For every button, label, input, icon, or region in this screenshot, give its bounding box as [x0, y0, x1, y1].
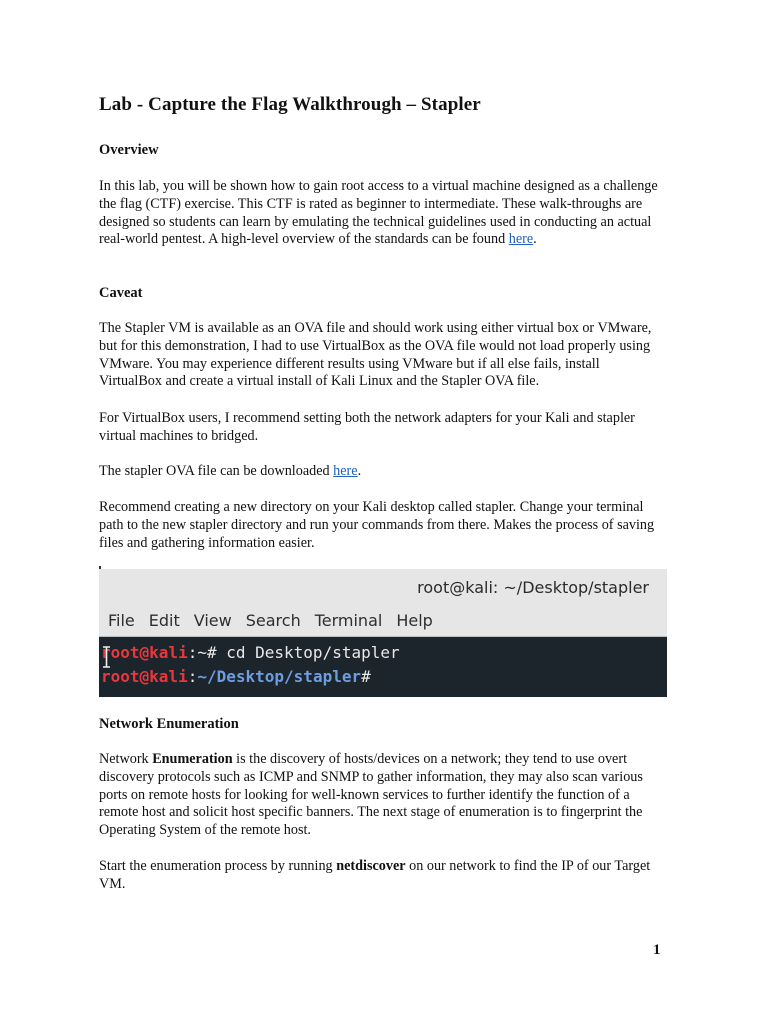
prompt-separator: :~# [187, 643, 227, 662]
terminal-line-1 [99, 641, 667, 665]
network-paragraph-2 [99, 858, 665, 894]
netdiscover-paragraph-post: on our network to find the IP of our Target VM. [99, 858, 651, 892]
text-cursor-icon [102, 646, 111, 668]
enumeration-term: Enumeration [152, 751, 233, 767]
terminal-titlebar [99, 569, 667, 605]
overview-paragraph-text: In this lab, you will be shown how to gain root access to a virtual machine designed as a challenge the flag (CTF) exercise. This CTF is rated as beginner to intermediate. These walk-throughs are designed so students can learn by emulating the technical guidelines used in conducting an actual real-world pentest. A high-level overview of the standards can be found [99, 178, 658, 248]
prompt-path: ~/Desktop/stapler [197, 667, 362, 686]
network-enumeration-heading: Network Enumeration [99, 716, 239, 732]
network-paragraph-pre: Network [99, 751, 153, 767]
standards-overview-link[interactable]: here [508, 231, 534, 248]
menu-view[interactable]: View [193, 611, 232, 630]
download-text: The stapler OVA file can be downloaded [99, 463, 334, 479]
page-number: 1 [653, 942, 661, 958]
ova-download-link[interactable]: here [333, 463, 358, 479]
caveat-paragraph-2: For VirtualBox users, I recommend setting both the network adapters for your Kali and stapler virtual machines to bridged. [99, 410, 635, 444]
terminal-screenshot [99, 569, 667, 697]
prompt-user: root@kali [101, 643, 188, 662]
prompt-separator: : [187, 667, 198, 686]
overview-paragraph [99, 178, 665, 249]
prompt-symbol: # [361, 667, 371, 686]
menu-file[interactable]: File [108, 611, 135, 630]
menu-edit[interactable]: Edit [148, 611, 180, 630]
menu-search[interactable]: Search [245, 611, 301, 630]
netdiscover-paragraph-pre: Start the enumeration process by running [99, 858, 337, 874]
network-paragraph-1 [99, 751, 665, 840]
caveat-paragraph-3 [99, 463, 665, 481]
caveat-paragraph-1: The Stapler VM is available as an OVA file and should work using either virtual box or VMware, but for this demonstration, I had to use VirtualBox as the OVA file would not load properly using VMware. You may experience different results using VMware but if all else fails, install VirtualBox and create a virtual install of Kali Linux and the Stapler OVA file. [99, 320, 652, 390]
terminal-command: cd Desktop/stapler [226, 643, 400, 662]
menu-help[interactable]: Help [396, 611, 433, 630]
overview-heading: Overview [99, 142, 159, 158]
terminal-menubar [99, 605, 667, 637]
overview-paragraph-end: . [533, 231, 537, 248]
menu-terminal[interactable]: Terminal [314, 611, 383, 630]
download-text-end: . [357, 463, 362, 479]
network-paragraph-post: is the discovery of hosts/devices on a network; they tend to use overt discovery protocols such as ICMP and SNMP to gather information, they may also scan various ports on remote hosts for looking for well-known services to further identify the function of a remote host and solicit host specific banners. The next stage of enumeration is to fingerprint the Operating System of the remote host. [99, 751, 643, 839]
terminal-title: root@kali: ~/Desktop/stapler [417, 578, 649, 597]
prompt-user: root@kali [101, 667, 188, 686]
document-title: Lab - Capture the Flag Walkthrough – Stapler [99, 94, 481, 115]
netdiscover-command: netdiscover [336, 858, 406, 874]
caveat-heading: Caveat [99, 285, 143, 301]
caveat-paragraph-4: Recommend creating a new directory on your Kali desktop called stapler. Change your terminal path to the new stapler directory and run your commands from there. Makes the process of saving files and gathering information easier. [99, 499, 655, 551]
terminal-output[interactable] [99, 637, 667, 697]
terminal-line-2 [99, 665, 667, 689]
